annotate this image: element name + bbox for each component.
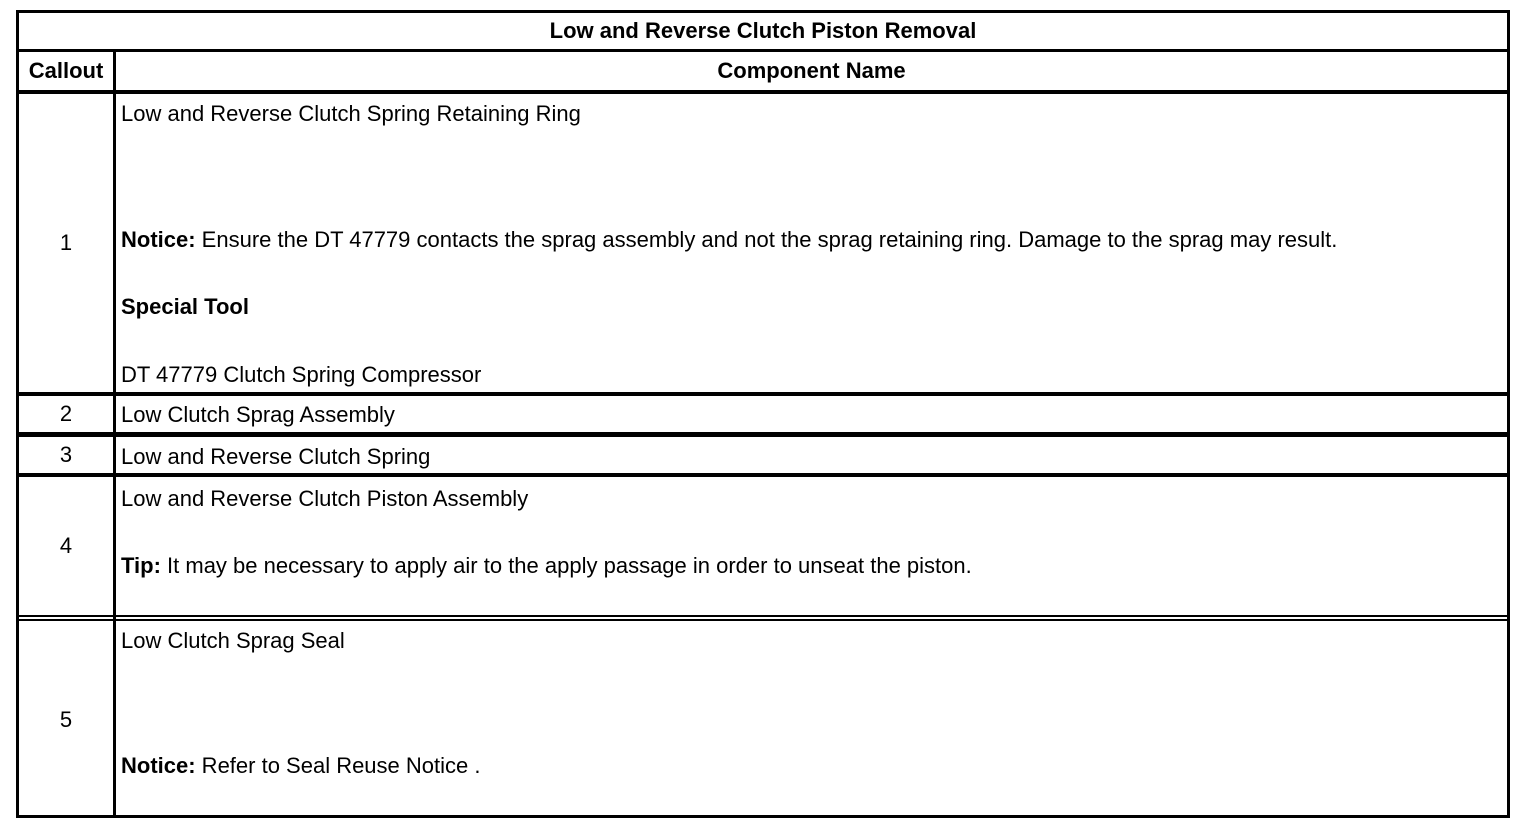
- component-table: [16, 10, 1510, 818]
- notice-text: Ensure the DT 47779 contacts the sprag assembly and not the sprag retaining ring. Damage to the sprag may result.: [195, 227, 1338, 252]
- notice-text: Refer to Seal Reuse Notice .: [195, 753, 481, 778]
- row-1-special-tool-label: Special Tool: [121, 294, 249, 319]
- row-1-notice: [121, 227, 1337, 253]
- table-title: Low and Reverse Clutch Piston Removal: [549, 18, 977, 43]
- row-5-callout: 5: [59, 706, 73, 732]
- row-2-callout: 2: [59, 401, 73, 426]
- row-4-callout: 4: [59, 533, 73, 558]
- row-1-special-tool: DT 47779 Clutch Spring Compressor: [121, 362, 482, 387]
- row-4-name: Low and Reverse Clutch Piston Assembly: [121, 486, 529, 511]
- tip-text: It may be necessary to apply air to the apply passage in order to unseat the piston.: [160, 553, 972, 578]
- divider: [19, 473, 1507, 477]
- row-3-callout: 3: [59, 442, 73, 467]
- row-3-name: Low and Reverse Clutch Spring: [121, 444, 431, 469]
- tip-label: Tip:: [121, 553, 161, 578]
- row-1-callout: 1: [59, 230, 73, 255]
- row-5-notice: [121, 753, 480, 779]
- divider: [19, 392, 1507, 396]
- header-component-name: Component Name: [717, 58, 906, 83]
- row-5-name: Low Clutch Sprag Seal: [121, 628, 345, 653]
- row-4-tip: [121, 553, 972, 579]
- divider: [19, 90, 1507, 94]
- notice-label: Notice:: [121, 227, 196, 252]
- row-2-name: Low Clutch Sprag Assembly: [121, 402, 395, 427]
- divider: [19, 615, 1507, 617]
- divider: [19, 619, 1507, 621]
- divider: [19, 432, 1507, 437]
- notice-label: Notice:: [121, 753, 196, 778]
- row-1-name: Low and Reverse Clutch Spring Retaining Ring: [121, 101, 581, 126]
- header-callout: Callout: [28, 58, 104, 83]
